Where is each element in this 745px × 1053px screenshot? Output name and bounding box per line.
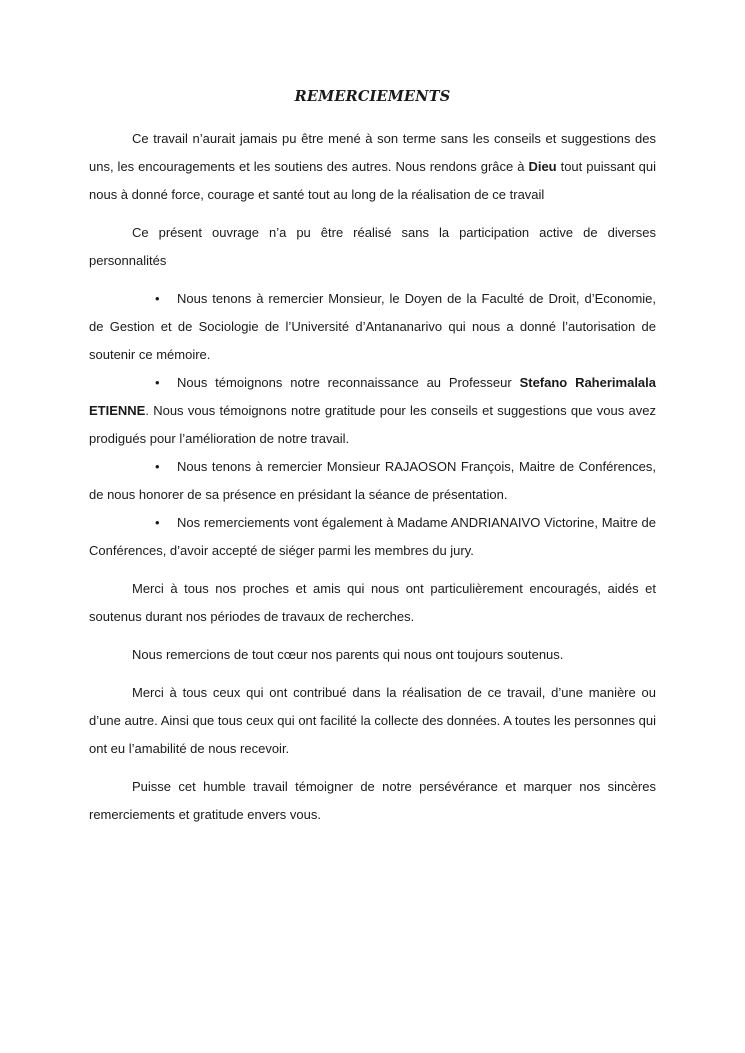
friends-paragraph: Merci à tous nos proches et amis qui nous ont particulièrement encouragés, aidés et soutenus durant nos périodes de travaux de recherches. xyxy=(89,581,656,624)
parents-paragraph: Nous remercions de tout cœur nos parents qui nous ont toujours soutenus. xyxy=(132,647,564,662)
intro-paragraph xyxy=(89,125,656,209)
bullet-icon: • xyxy=(155,459,160,474)
contributors-paragraph: Merci à tous ceux qui ont contribué dans la réalisation de ce travail, d’une manière ou d’une autre. Ainsi que tous ceux qui ont facilité la collecte des données. A toutes les personnes qui ont eu l’amabilité de nous recevoir. xyxy=(89,685,656,756)
bullet-text-professeur-start: Nous témoignons notre reconnaissance au Professeur xyxy=(177,375,520,390)
document-page xyxy=(89,88,656,829)
bullet-text-professeur-end: . Nous vous témoignons notre gratitude pour les conseils et suggestions que vous avez prodigués pour l’amélioration de notre travail. xyxy=(89,403,656,446)
bullet-icon: • xyxy=(155,515,160,530)
bullet-item-professeur xyxy=(89,369,656,453)
intro-text-end: tout puissant qui nous à donné force, courage et santé tout au long de la réalisation de ce travail xyxy=(89,159,656,202)
closing-paragraph: Puisse cet humble travail témoigner de notre persévérance et marquer nos sincères remerciements et gratitude envers vous. xyxy=(89,779,656,822)
intro-text-start: Ce travail n’aurait jamais pu être mené à son terme sans les conseils et suggestions des uns, les encouragements et les soutiens des autres. Nous rendons grâce à xyxy=(89,131,656,174)
bullet-text-doyen: Nous tenons à remercier Monsieur, le Doyen de la Faculté de Droit, d’Economie, de Gestion et de Sociologie de l’Université d’Antananarivo qui nous a donné l’autorisation de soutenir ce mémoire. xyxy=(89,291,656,362)
bullet-icon: • xyxy=(155,291,160,306)
personalities-paragraph: Ce présent ouvrage n’a pu être réalisé sans la participation active de diverses personnalités xyxy=(89,225,656,268)
bullet-text-president: Nous tenons à remercier Monsieur RAJAOSON François, Maitre de Conférences, de nous honorer de sa présence en présidant la séance de présentation. xyxy=(89,459,656,502)
bullet-item-doyen xyxy=(89,285,656,369)
bullet-text-jury: Nos remerciements vont également à Madame ANDRIANAIVO Victorine, Maitre de Conférences, d’avoir accepté de siéger parmi les membres du jury. xyxy=(89,515,656,558)
bullet-bold-professeur-name: Stefano Raherimalala ETIENNE xyxy=(89,375,656,418)
bullet-item-jury xyxy=(89,509,656,565)
page-title: REMERCIEMENTS xyxy=(294,88,451,105)
intro-bold-dieu: Dieu xyxy=(528,159,557,174)
bullet-icon: • xyxy=(155,375,160,390)
bullet-item-president xyxy=(89,453,656,509)
